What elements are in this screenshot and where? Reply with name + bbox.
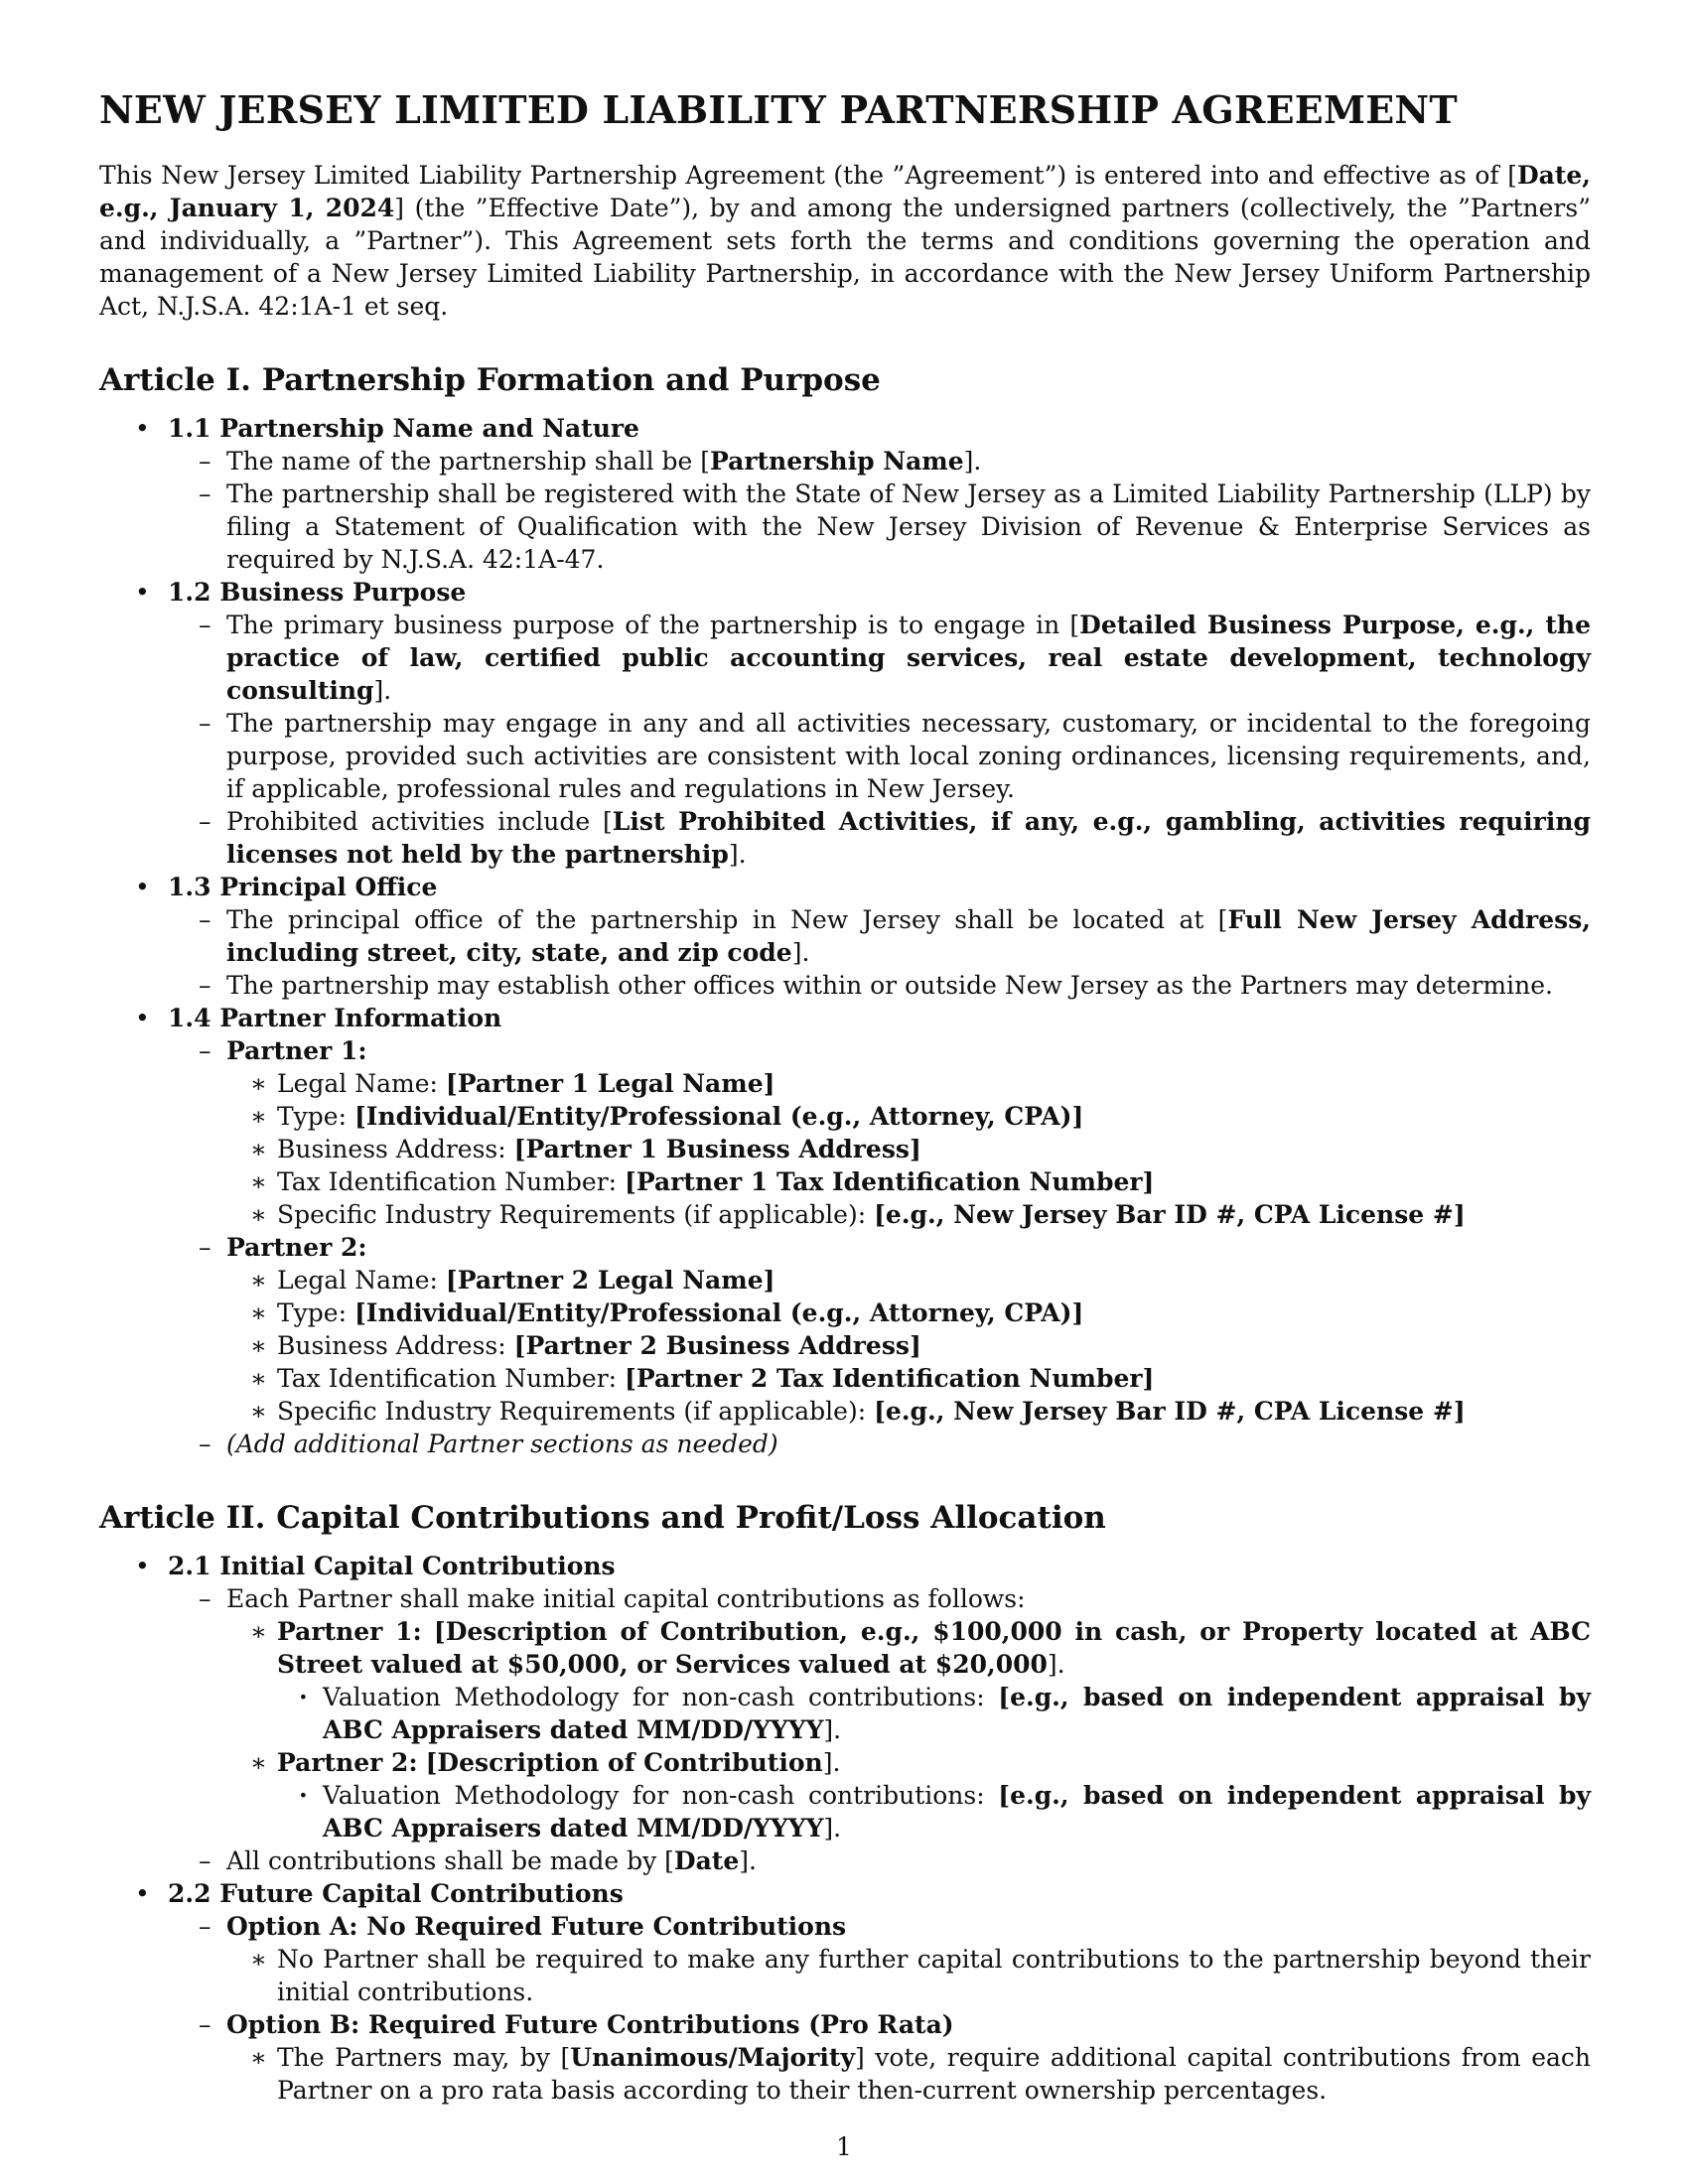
list-item: – The principal office of the partnership in New Jersey shall be located at [Full New Jersey Address, including street, city, state, and zip code]. — [226, 903, 1591, 969]
option-a: – Option A: No Required Future Contributions ∗ No Partner shall be required to make any further capital contributions to the partnership beyond their initial contributions. — [226, 1910, 1591, 2008]
section-2-2-heading: 2.2 Future Capital Contributions — [168, 1879, 624, 1908]
intro-text-start: This New Jersey Limited Liability Partnership Agreement (the ”Agreement”) is entered into and effective as of [ — [99, 161, 1517, 190]
intro-text-end: ] (the ”Effective Date”), by and among the undersigned partners (collectively, the ”Partners” and individually, a ”Partner”). This Agreement sets forth the terms and conditions governing the operation and management of a New Jersey Limited Liability Partnership, in accordance with the New Jersey Uniform Partnership Act, N.J.S.A. 42:1A-1 et seq. — [99, 194, 1591, 321]
document-title: NEW JERSEY LIMITED LIABILITY PARTNERSHIP AGREEMENT — [99, 87, 1458, 132]
list-item: – The name of the partnership shall be [Partnership Name]. — [226, 445, 1591, 478]
list-item: ∗ Type: [Individual/Entity/Professional (e.g., Attorney, CPA)] — [277, 1297, 1591, 1329]
section-1-2 — [168, 576, 1591, 871]
partner-1-contribution-field: [Description of Contribution, e.g., $100,000 in cash, or Property located at ABC Street valued at $50,000, or Services valued at $20,000 — [277, 1617, 1591, 1679]
section-1-1 — [168, 412, 1591, 576]
business-purpose-field: Detailed Business Purpose, e.g., the practice of law, certified public accounting services, real estate development, technology consulting — [226, 611, 1591, 705]
list-item: ∗ The Partners may, by [Unanimous/Majority] vote, require additional capital contributions from each Partner on a pro rata basis according to their then-current ownership percentages. — [277, 2041, 1591, 2107]
list-item: ∗ Specific Industry Requirements (if applicable): [e.g., New Jersey Bar ID #, CPA License #] — [277, 1198, 1591, 1231]
section-1-2-heading: 1.2 Business Purpose — [168, 578, 467, 607]
partner-1-label: Partner 1: — [226, 1036, 367, 1065]
list-item: – The partnership may establish other offices within or outside New Jersey as the Partners may determine. — [226, 969, 1591, 1002]
list-item: ∗ Legal Name: [Partner 1 Legal Name] — [277, 1067, 1591, 1100]
section-1-4 — [168, 1002, 1591, 1460]
list-item: ∗ Partner 1: [Description of Contribution, e.g., $100,000 in cash, or Property located at ABC Street valued at $50,000, or Services valued at $20,000]. · Valuation Methodology for non-cash contributions: [e.g., based on independent appraisal by ABC Appraisers dated MM/DD/YYYY]. — [277, 1615, 1591, 1746]
list-item: ∗ No Partner shall be required to make any further capital contributions to the partnership beyond their initial contributions. — [277, 1943, 1591, 2008]
option-b: – Option B: Required Future Contributions (Pro Rata) ∗ The Partners may, by [Unanimous/Majority] vote, require additional capital contributions from each Partner on a pro rata basis according to their then-current ownership percentages. — [226, 2008, 1591, 2107]
list-item: – The partnership shall be registered with the State of New Jersey as a Limited Liability Partnership (LLP) by filing a Statement of Qualification with the New Jersey Division of Revenue & Enterprise Services as required by N.J.S.A. 42:1A-47. — [226, 478, 1591, 576]
page-number: 1 — [836, 2132, 852, 2161]
effective-date-field: Date, e.g., January 1, 2024 — [99, 161, 1591, 222]
partner-1-block — [226, 1034, 1591, 1231]
list-item: – The partnership may engage in any and all activities necessary, customary, or incidental to the foregoing purpose, provided such activities are consistent with local zoning ordinances, licensing requirements, and, if applicable, professional rules and regulations in New Jersey. — [226, 707, 1591, 805]
list-item: · Valuation Methodology for non-cash contributions: [e.g., based on independent appraisal by ABC Appraisers dated MM/DD/YYYY]. — [323, 1681, 1591, 1746]
intro-paragraph — [99, 159, 1591, 323]
list-item: – The primary business purpose of the partnership is to engage in [Detailed Business Purpose, e.g., the practice of law, certified public accounting services, real estate development, technology consulting]. — [226, 609, 1591, 707]
section-1-4-heading: 1.4 Partner Information — [168, 1004, 502, 1032]
list-item: ∗ Business Address: [Partner 2 Business Address] — [277, 1329, 1591, 1362]
partnership-name-field: Partnership Name — [710, 447, 964, 476]
list-item: ∗ Type: [Individual/Entity/Professional (e.g., Attorney, CPA)] — [277, 1100, 1591, 1133]
article-2-heading: Article II. Capital Contributions and Profit/Loss Allocation — [99, 1500, 1106, 1536]
section-1-1-heading: 1.1 Partnership Name and Nature — [168, 414, 639, 443]
partner-2-block — [226, 1231, 1591, 1428]
list-item: ∗ Specific Industry Requirements (if applicable): [e.g., New Jersey Bar ID #, CPA License #] — [277, 1395, 1591, 1428]
list-item: – All contributions shall be made by [Date]. — [226, 1844, 1591, 1877]
list-item: – Prohibited activities include [List Prohibited Activities, if any, e.g., gambling, activities requiring licenses not held by the partnership]. — [226, 805, 1591, 871]
article-1-heading: Article I. Partnership Formation and Purpose — [99, 362, 881, 398]
additional-partners-note: – (Add additional Partner sections as needed) — [226, 1428, 1591, 1460]
section-1-3 — [168, 871, 1591, 1002]
list-item: ∗ Business Address: [Partner 1 Business Address] — [277, 1133, 1591, 1165]
section-2-1-heading: 2.1 Initial Capital Contributions — [168, 1552, 616, 1580]
prohibited-activities-field: List Prohibited Activities, if any, e.g., gambling, activities requiring licenses not held by the partnership — [226, 807, 1591, 869]
vote-type-field: Unanimous/Majority — [570, 2043, 855, 2072]
list-item: ∗ Tax Identification Number: [Partner 2 Tax Identification Number] — [277, 1362, 1591, 1395]
list-item: ∗ Legal Name: [Partner 2 Legal Name] — [277, 1264, 1591, 1297]
list-item: ∗ Partner 2: [Description of Contribution]. · Valuation Methodology for non-cash contributions: [e.g., based on independent appraisal by ABC Appraisers dated MM/DD/YYYY]. — [277, 1746, 1591, 1844]
section-1-3-heading: 1.3 Principal Office — [168, 873, 438, 901]
contribution-date-field: Date — [673, 1846, 740, 1875]
list-item: – Each Partner shall make initial capital contributions as follows: ∗ Partner 1: [Description of Contribution, e.g., $100,000 in cash, or Property located at ABC Street valued at $50,000, or Services valued at $20,000]. · Valuation Methodology for non-cash contributions: [e.g., based on independent appraisal by ABC Appraisers dated MM/DD/YYYY]. ∗ Partner 2: [Description of Contribution]. · Valuation Methodology for non-cash contributions: [e.g., based on independent appraisal by ABC Appraisers dated MM/DD/YYYY]. — [226, 1582, 1591, 1844]
section-2-1 — [168, 1550, 1591, 1877]
partner-2-label: Partner 2: — [226, 1233, 367, 1262]
article-2-sections — [99, 1550, 1591, 2107]
list-item: · Valuation Methodology for non-cash contributions: [e.g., based on independent appraisal by ABC Appraisers dated MM/DD/YYYY]. — [323, 1779, 1591, 1844]
principal-office-address-field: Full New Jersey Address, including street, city, state, and zip code — [226, 905, 1591, 967]
article-1-sections — [99, 412, 1591, 1460]
partner-2-contribution-field: [Description of Contribution — [425, 1748, 823, 1777]
document-page — [99, 87, 1591, 2107]
section-2-2 — [168, 1877, 1591, 2107]
list-item: ∗ Tax Identification Number: [Partner 1 Tax Identification Number] — [277, 1165, 1591, 1198]
